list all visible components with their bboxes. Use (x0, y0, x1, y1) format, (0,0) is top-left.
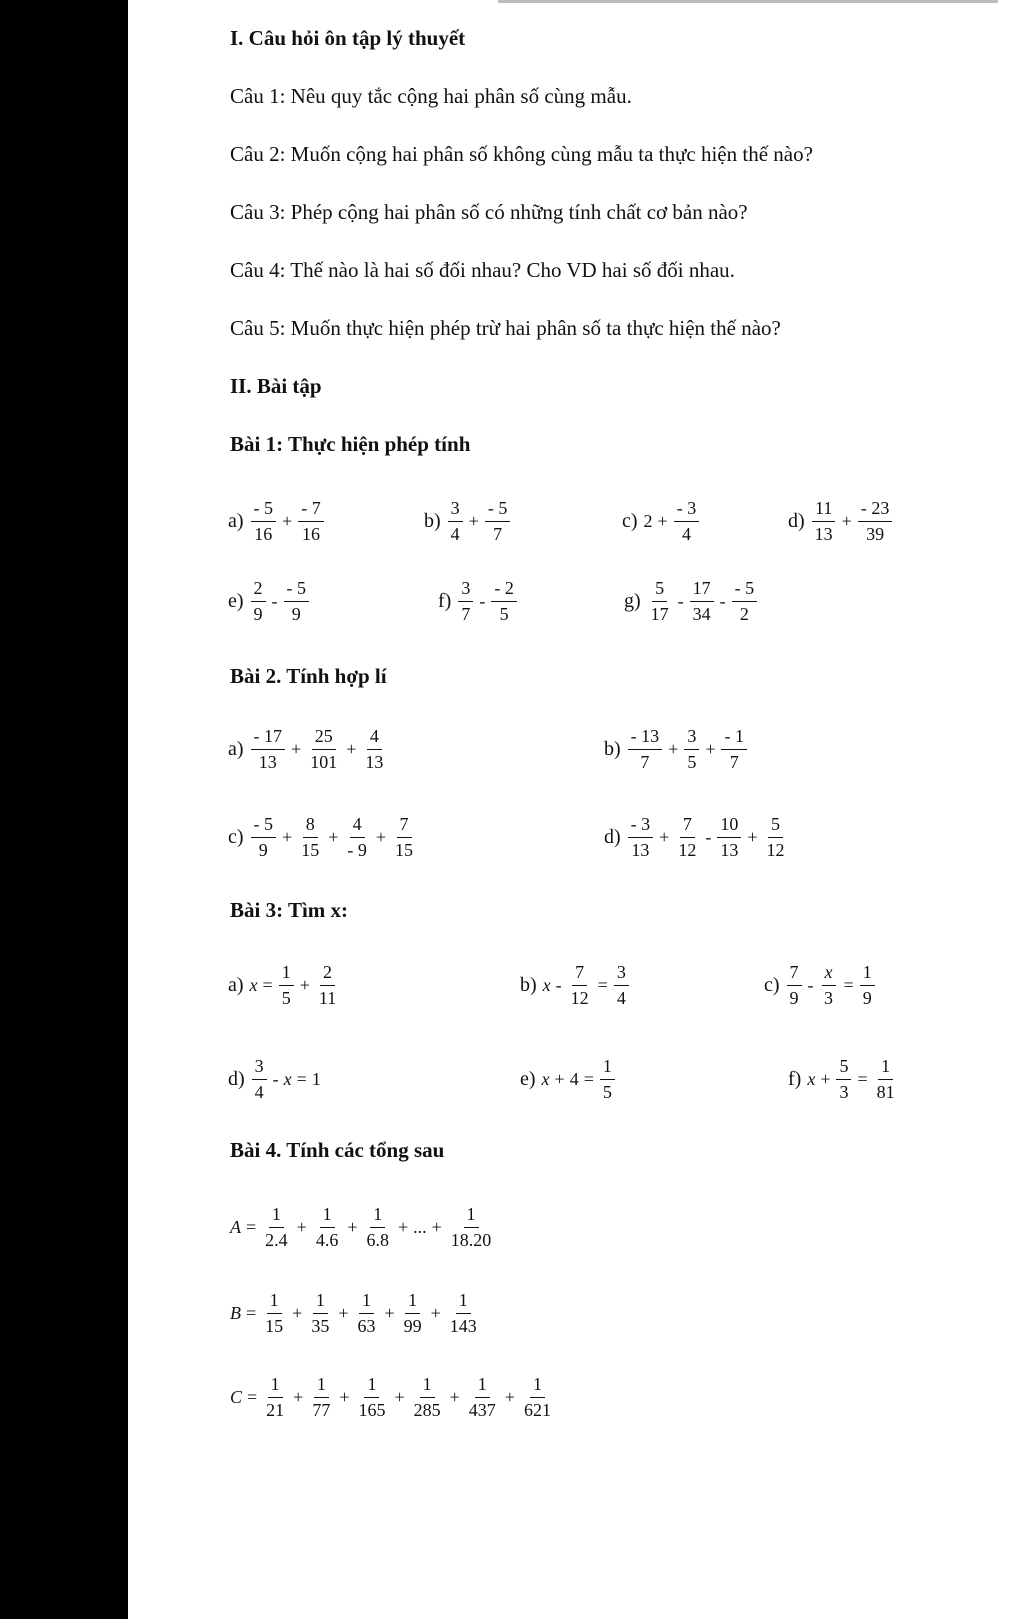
operator: - (272, 1068, 279, 1089)
operator: + (282, 510, 293, 531)
denominator: 6.8 (366, 1229, 389, 1250)
theory-question-4: Câu 4: Thế nào là hai số đối nhau? Cho VD hai số đối nhau. (230, 258, 735, 282)
number: 2 (643, 510, 653, 531)
denominator: 13 (720, 839, 739, 860)
fraction (628, 815, 654, 860)
fraction (458, 579, 473, 624)
denominator: 99 (403, 1315, 422, 1336)
theory-question-2: Câu 2: Muốn cộng hai phân số không cùng mẫu ta thực hiện thế nào? (230, 142, 813, 166)
denominator: 63 (357, 1315, 376, 1336)
numerator: - 5 (732, 579, 758, 602)
numerator: 1 (530, 1375, 545, 1398)
fraction (251, 499, 277, 544)
fraction (316, 963, 339, 1008)
theory-question-3: Câu 3: Phép cộng hai phân số có những tính chất cơ bản nào? (230, 200, 748, 224)
section-1-heading: I. Câu hỏi ôn tập lý thuyết (230, 26, 466, 50)
bai3-item-a (228, 954, 342, 1016)
operator: + (375, 826, 387, 847)
numerator: 1 (475, 1375, 490, 1398)
denominator: 165 (358, 1399, 386, 1420)
bai2-item-c (228, 806, 419, 868)
numerator: 1 (464, 1205, 479, 1228)
denominator: 4 (450, 523, 460, 544)
numerator: 1 (313, 1291, 328, 1314)
numerator: 1 (370, 1205, 385, 1228)
numerator: 1 (420, 1375, 435, 1398)
theory-question-1: Câu 1: Nêu quy tắc cộng hai phân số cùng mẫu. (230, 84, 632, 108)
fraction (874, 1057, 898, 1102)
denominator: 7 (461, 603, 471, 624)
number: 1 (311, 1068, 321, 1089)
numerator: - 13 (628, 727, 663, 750)
operator: + (449, 1386, 460, 1407)
numerator: - 1 (721, 727, 747, 750)
numerator: 7 (680, 815, 695, 838)
operator: = (583, 1068, 594, 1089)
operator: + (346, 738, 357, 759)
number: ... (413, 1216, 427, 1237)
operator: + (431, 1216, 442, 1237)
fraction (763, 815, 787, 860)
operator: - (807, 974, 814, 995)
numerator: 8 (303, 815, 318, 838)
bai3-item-e (520, 1048, 618, 1110)
denominator: 101 (310, 751, 338, 772)
fraction (812, 499, 836, 544)
denominator: 35 (311, 1315, 330, 1336)
denominator: 12 (678, 839, 697, 860)
numerator: 1 (268, 1375, 283, 1398)
denominator: 437 (468, 1399, 496, 1420)
operator: + (747, 826, 758, 847)
denominator: 2 (739, 603, 749, 624)
bai1-title: Bài 1: Thực hiện phép tính (230, 432, 471, 456)
item-label: d) (788, 509, 805, 532)
variable: x (807, 1068, 816, 1089)
denominator: 143 (449, 1315, 477, 1336)
fraction (344, 815, 370, 860)
numerator: - 5 (485, 499, 511, 522)
fraction (684, 727, 699, 772)
numerator: - 5 (251, 499, 277, 522)
item-label: e) (228, 589, 244, 612)
operator: = (843, 974, 854, 995)
operator: + (820, 1068, 831, 1089)
operator: + (292, 1302, 303, 1323)
bai1-item-c (622, 490, 702, 552)
denominator: 16 (254, 523, 273, 544)
fraction (252, 1057, 267, 1102)
numerator: 1 (405, 1291, 420, 1314)
operator: + (299, 974, 310, 995)
operator: = (597, 974, 608, 995)
denominator: 18.20 (450, 1229, 492, 1250)
operator: = (246, 1216, 257, 1237)
bai1-item-g (624, 570, 760, 632)
numerator: 25 (312, 727, 336, 750)
bai2-title: Bài 2. Tính hợp lí (230, 664, 387, 688)
denominator: 13 (631, 839, 650, 860)
numerator: 11 (812, 499, 835, 522)
operator: + (430, 1302, 441, 1323)
operator: + (659, 826, 670, 847)
fraction (448, 499, 463, 544)
fraction (263, 1375, 287, 1420)
numerator: 7 (572, 963, 587, 986)
item-label: b) (424, 509, 441, 532)
denominator: 12 (570, 987, 589, 1008)
bai1-item-e (228, 570, 312, 632)
fraction (309, 1375, 333, 1420)
item-label: f) (438, 589, 452, 612)
operator: - (271, 590, 278, 611)
denominator: 4.6 (315, 1229, 339, 1250)
numerator: 4 (350, 815, 365, 838)
fraction (313, 1205, 342, 1250)
numerator: 7 (397, 815, 412, 838)
bai2-item-a (228, 718, 389, 780)
bai2-item-d (604, 806, 790, 868)
numerator: - 23 (858, 499, 893, 522)
numerator: 1 (364, 1375, 379, 1398)
numerator: 3 (684, 727, 699, 750)
fraction (262, 1205, 291, 1250)
variable: B (230, 1302, 241, 1323)
bai1-item-d (788, 490, 895, 552)
numerator: 3 (448, 499, 463, 522)
denominator: 9 (789, 987, 799, 1008)
item-label: a) (228, 509, 244, 532)
operator: + (347, 1216, 358, 1237)
cropped-top-text (498, 0, 998, 3)
fraction (787, 963, 802, 1008)
denominator: 2.4 (265, 1229, 288, 1250)
fraction (363, 1205, 392, 1250)
numerator: 5 (652, 579, 667, 602)
item-label: c) (228, 825, 244, 848)
fraction (674, 499, 700, 544)
theory-question-5: Câu 5: Muốn thực hiện phép trừ hai phân số ta thực hiện thế nào? (230, 316, 781, 340)
item-label: g) (624, 589, 641, 612)
operator: + (657, 510, 668, 531)
denominator: 13 (814, 523, 833, 544)
section-2-heading: II. Bài tập (230, 374, 322, 398)
operator: + (468, 510, 479, 531)
fraction (675, 815, 699, 860)
fraction (858, 499, 893, 544)
denominator: 7 (729, 751, 739, 772)
variable: x (283, 1068, 292, 1089)
bai1-item-a (228, 490, 327, 552)
denominator: 11 (318, 987, 337, 1008)
numerator: - 17 (251, 727, 286, 750)
denominator: 13 (258, 751, 277, 772)
denominator: 15 (301, 839, 320, 860)
denominator: 5 (281, 987, 291, 1008)
operator: = (296, 1068, 307, 1089)
numerator: 5 (768, 815, 783, 838)
denominator: 81 (876, 1081, 895, 1102)
denominator: 21 (266, 1399, 285, 1420)
fraction (251, 815, 277, 860)
operator: + (338, 1302, 349, 1323)
numerator: 3 (614, 963, 629, 986)
denominator: 3 (839, 1081, 849, 1102)
operator: - (555, 974, 562, 995)
fraction (568, 963, 592, 1008)
numerator: 1 (860, 963, 875, 986)
fraction (262, 1291, 286, 1336)
bai1-item-f (438, 570, 520, 632)
fraction (392, 815, 416, 860)
item-label: d) (228, 1067, 245, 1090)
denominator: 39 (866, 523, 885, 544)
item-label: f) (788, 1067, 802, 1090)
operator: + (705, 738, 716, 759)
fraction (401, 1291, 425, 1336)
operator: + (384, 1302, 395, 1323)
operator: + (397, 1216, 409, 1237)
numerator: 7 (787, 963, 802, 986)
denominator: 5 (602, 1081, 612, 1102)
item-label: e) (520, 1067, 536, 1090)
operator: = (262, 974, 273, 995)
denominator: 4 (616, 987, 626, 1008)
numerator: 10 (717, 815, 741, 838)
denominator: 9 (291, 603, 301, 624)
fraction (284, 579, 310, 624)
numerator: 2 (320, 963, 335, 986)
operator: = (247, 1386, 258, 1407)
numerator: - 3 (674, 499, 700, 522)
fraction (717, 815, 741, 860)
numerator: 1 (267, 1291, 282, 1314)
variable: A (230, 1216, 241, 1237)
denominator: 17 (650, 603, 669, 624)
operator: + (282, 826, 293, 847)
bai4-sum-b (228, 1282, 483, 1344)
fraction (648, 579, 672, 624)
operator: + (328, 826, 339, 847)
numerator: 17 (690, 579, 714, 602)
fraction (279, 963, 294, 1008)
operator: + (293, 1386, 304, 1407)
fraction (860, 963, 875, 1008)
bai1-item-b (424, 490, 513, 552)
bai2-item-b (604, 718, 750, 780)
denominator: 4 (254, 1081, 264, 1102)
denominator: 5 (499, 603, 509, 624)
operator: - (677, 590, 684, 611)
item-label: b) (604, 737, 621, 760)
fraction (600, 1057, 615, 1102)
denominator: 34 (692, 603, 711, 624)
numerator: 1 (600, 1057, 615, 1080)
item-label: a) (228, 973, 244, 996)
denominator: 13 (365, 751, 384, 772)
fraction (485, 499, 511, 544)
numerator: 4 (367, 727, 382, 750)
denominator: 9 (258, 839, 268, 860)
bai3-item-f (788, 1048, 901, 1110)
numerator: 5 (836, 1057, 851, 1080)
numerator: 1 (359, 1291, 374, 1314)
denominator: 9 (862, 987, 872, 1008)
denominator: 4 (681, 523, 691, 544)
numerator: 1 (269, 1205, 284, 1228)
denominator: 77 (312, 1399, 331, 1420)
fraction (690, 579, 714, 624)
item-label: d) (604, 825, 621, 848)
denominator: 7 (493, 523, 503, 544)
fraction (307, 727, 340, 772)
numerator: 2 (251, 579, 266, 602)
operator: - (705, 826, 712, 847)
operator: + (291, 738, 302, 759)
fraction (298, 499, 324, 544)
fraction (447, 1291, 480, 1336)
denominator: 285 (413, 1399, 441, 1420)
numerator: - 7 (298, 499, 324, 522)
fraction (732, 579, 758, 624)
numerator: 1 (320, 1205, 335, 1228)
numerator: 3 (252, 1057, 267, 1080)
numerator: 1 (279, 963, 294, 986)
denominator: 12 (766, 839, 785, 860)
variable: C (230, 1386, 243, 1407)
numerator: 1 (878, 1057, 893, 1080)
fraction (521, 1375, 554, 1420)
denominator: 621 (523, 1399, 551, 1420)
item-label: c) (764, 973, 780, 996)
denominator: 16 (301, 523, 320, 544)
denominator: 3 (824, 987, 834, 1008)
operator: + (339, 1386, 350, 1407)
denominator: 15 (395, 839, 414, 860)
bai3-item-b (520, 954, 632, 1016)
fraction (251, 727, 286, 772)
numerator: - 3 (628, 815, 654, 838)
item-label: a) (228, 737, 244, 760)
item-label: b) (520, 973, 537, 996)
fraction (298, 815, 322, 860)
bai4-sum-a (228, 1196, 497, 1258)
number: 4 (569, 1068, 579, 1089)
operator: = (857, 1068, 868, 1089)
fraction (614, 963, 629, 1008)
operator: + (504, 1386, 515, 1407)
numerator: - 5 (284, 579, 310, 602)
numerator: - 5 (251, 815, 277, 838)
operator: + (841, 510, 852, 531)
denominator: 15 (265, 1315, 284, 1336)
fraction (628, 727, 663, 772)
variable: x (542, 974, 551, 995)
fraction (820, 963, 838, 1008)
fraction (721, 727, 747, 772)
variable: x (541, 1068, 550, 1089)
numerator: 3 (458, 579, 473, 602)
operator: = (246, 1302, 257, 1323)
operator: - (719, 590, 726, 611)
denominator: 7 (640, 751, 650, 772)
fraction (251, 579, 266, 624)
numerator: 1 (456, 1291, 471, 1314)
fraction (411, 1375, 444, 1420)
bai4-sum-c (228, 1366, 557, 1428)
fraction (362, 727, 386, 772)
operator: + (296, 1216, 307, 1237)
fraction (491, 579, 517, 624)
numerator: x (822, 963, 836, 986)
bai4-title: Bài 4. Tính các tổng sau (230, 1138, 445, 1162)
item-label: c) (622, 509, 638, 532)
operator: - (479, 590, 486, 611)
fraction (466, 1375, 499, 1420)
denominator: 9 (253, 603, 263, 624)
operator: + (668, 738, 679, 759)
denominator: - 9 (347, 839, 367, 860)
denominator: 5 (687, 751, 697, 772)
fraction (308, 1291, 332, 1336)
fraction (354, 1291, 378, 1336)
operator: + (394, 1386, 405, 1407)
numerator: 1 (314, 1375, 329, 1398)
numerator: - 2 (491, 579, 517, 602)
worksheet-page (128, 0, 1024, 1619)
fraction (355, 1375, 388, 1420)
operator: + (554, 1068, 565, 1089)
bai3-item-d (228, 1048, 323, 1110)
bai3-item-c (764, 954, 878, 1016)
fraction (836, 1057, 851, 1102)
bai3-title: Bài 3: Tìm x: (230, 898, 349, 922)
fraction (448, 1205, 495, 1250)
variable: x (249, 974, 258, 995)
